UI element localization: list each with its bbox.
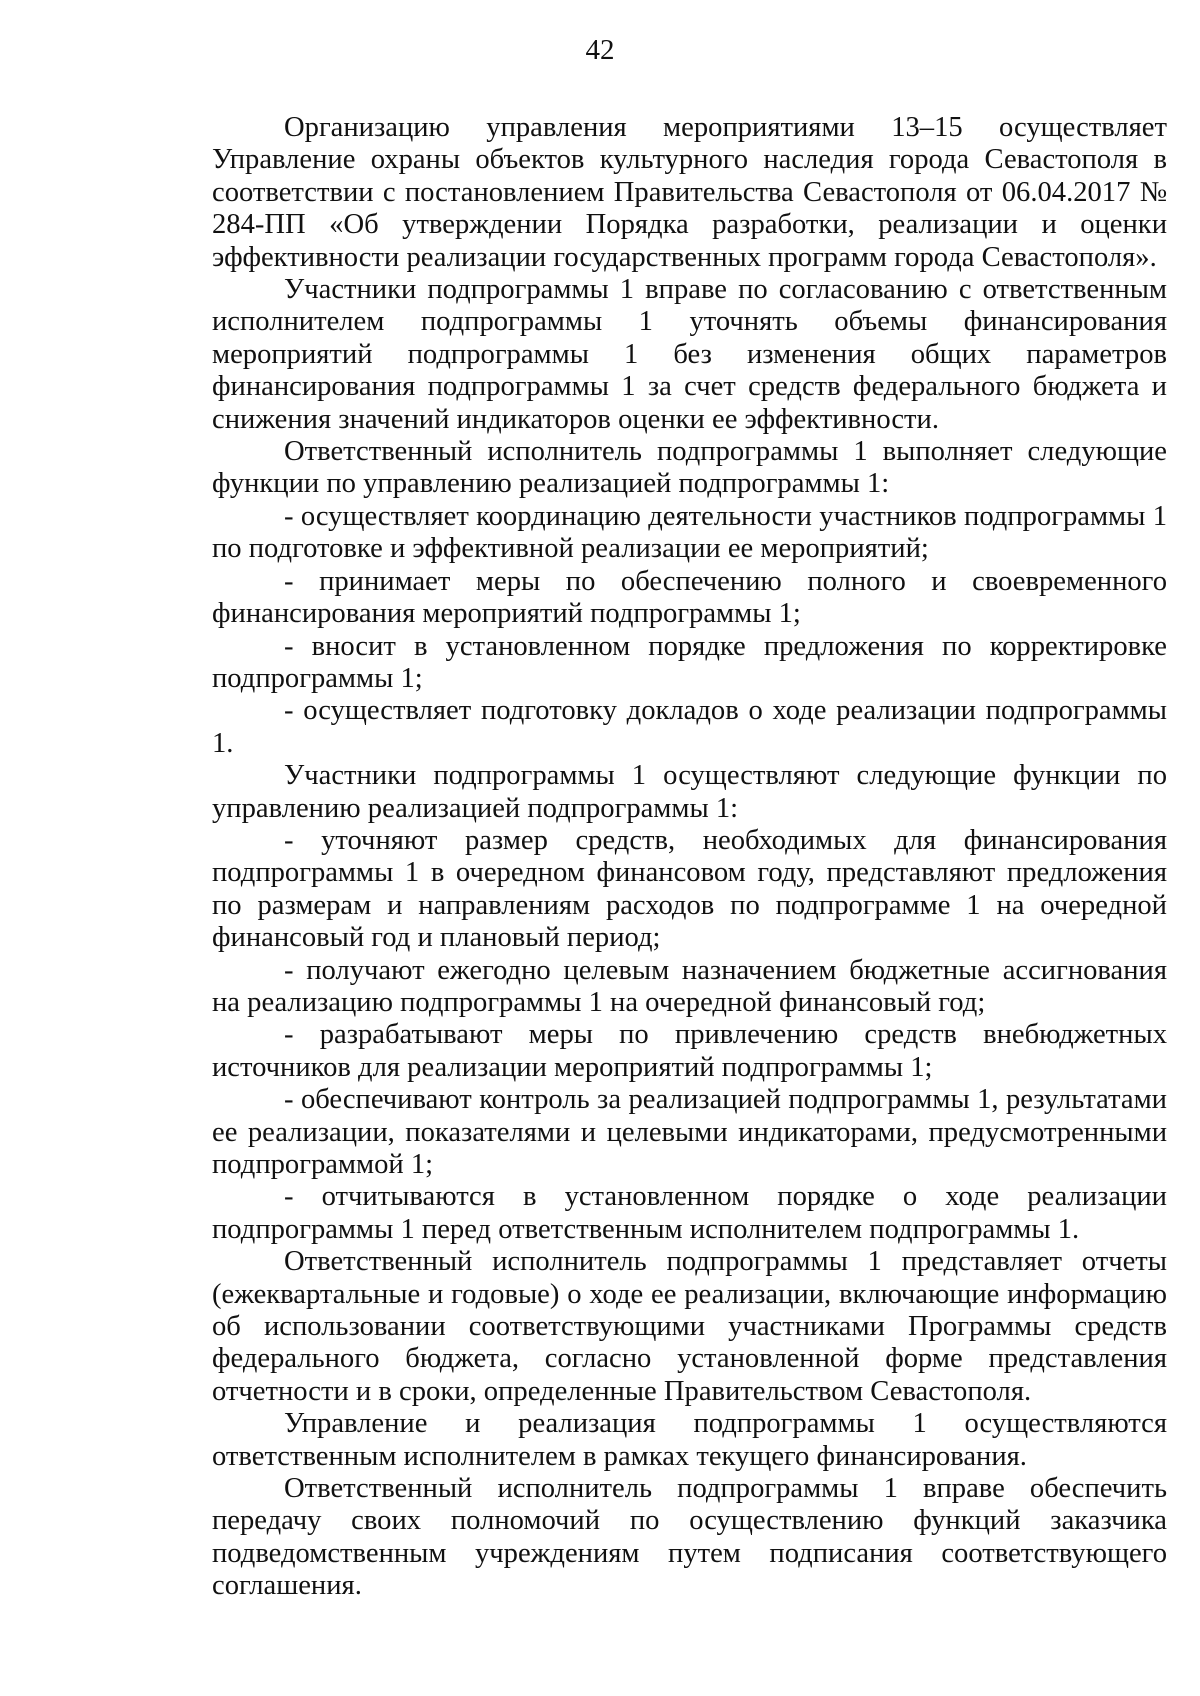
list-item: - обеспечивают контроль за реализацией подпрограммы 1, результатами ее реализации, показателями и целевыми индикаторами, предусмотренными подпрограммой 1; <box>212 1084 1167 1180</box>
page-number: 42 <box>585 34 615 66</box>
list-item: - отчитываются в установленном порядке о ходе реализации подпрограммы 1 перед ответственным исполнителем подпрограммы 1. <box>212 1181 1167 1245</box>
list-item: - разрабатывают меры по привлечению средств внебюджетных источников для реализации мероприятий подпрограммы 1; <box>212 1019 1167 1083</box>
paragraph: Участники подпрограммы 1 осуществляют следующие функции по управлению реализацией подпрограммы 1: <box>212 760 1167 824</box>
list-item: - получают ежегодно целевым назначением бюджетные ассигнования на реализацию подпрограммы 1 на очередной финансовый год; <box>212 954 1167 1018</box>
document-body <box>212 112 1167 1603</box>
paragraph: Организацию управления мероприятиями 13–15 осуществляет Управление охраны объектов культурного наследия города Севастополя в соответствии с постановлением Правительства Севастополя от 06.04.2017 № 284-ПП «Об утверждении Порядка разработки, реализации и оценки эффективности реализации государственных программ города Севастополя». <box>212 112 1167 273</box>
paragraph: Ответственный исполнитель подпрограммы 1 выполняет следующие функции по управлению реализацией подпрограммы 1: <box>212 436 1167 500</box>
list-item: - уточняют размер средств, необходимых для финансирования подпрограммы 1 в очередном финансовом году, представляют предложения по размерам и направлениям расходов по подпрограмме 1 на очередной финансовый год и плановый период; <box>212 824 1167 954</box>
paragraph: Ответственный исполнитель подпрограммы 1 вправе обеспечить передачу своих полномочий по осуществлению функций заказчика подведомственным учреждениям путем подписания соответствующего соглашения. <box>212 1473 1167 1602</box>
list-item: - принимает меры по обеспечению полного и своевременного финансирования мероприятий подпрограммы 1; <box>212 565 1167 630</box>
list-item: - осуществляет подготовку докладов о ходе реализации подпрограммы 1. <box>212 695 1167 759</box>
list-item: - осуществляет координацию деятельности участников подпрограммы 1 по подготовке и эффективной реализации ее мероприятий; <box>212 500 1167 565</box>
list-item: - вносит в установленном порядке предложения по корректировке подпрограммы 1; <box>212 630 1167 694</box>
paragraph: Ответственный исполнитель подпрограммы 1 представляет отчеты (ежеквартальные и годовые) о ходе ее реализации, включающие информацию об использовании соответствующими участниками Программы средств федерального бюджета, согласно установленной форме представления отчетности и в сроки, определенные Правительством Севастополя. <box>212 1246 1167 1407</box>
paragraph: Участники подпрограммы 1 вправе по согласованию с ответственным исполнителем подпрограммы 1 уточнять объемы финансирования мероприятий подпрограммы 1 без изменения общих параметров финансирования подпрограммы 1 за счет средств федерального бюджета и снижения значений индикаторов оценки ее эффективности. <box>212 274 1167 435</box>
paragraph: Управление и реализация подпрограммы 1 осуществляются ответственным исполнителем в рамках текущего финансирования. <box>212 1408 1167 1472</box>
